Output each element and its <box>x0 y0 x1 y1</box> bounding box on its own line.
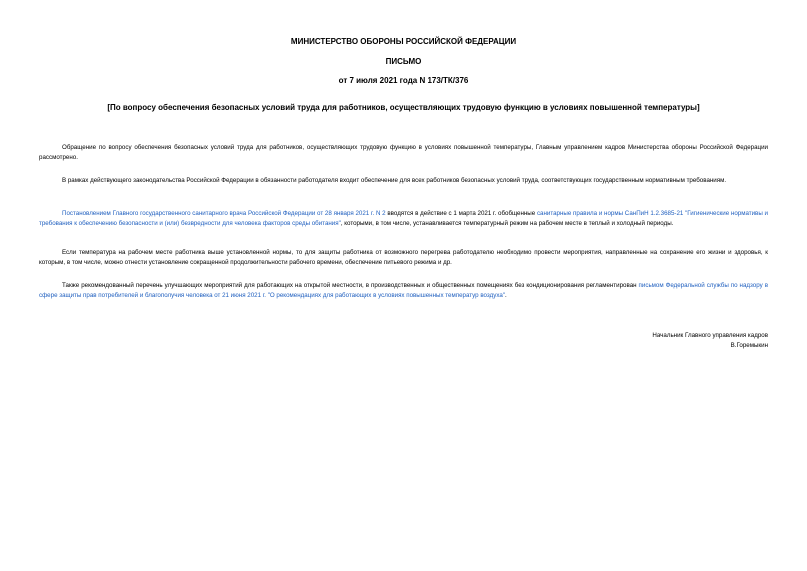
document-date-number: от 7 июля 2021 года N 173/ТК/376 <box>338 76 469 85</box>
document-type: ПИСЬМО <box>385 57 422 66</box>
paragraph-3 <box>39 209 768 229</box>
resolution-link[interactable]: Постановлением Главного государственного санитарного врача Российской Федерации от 28 января 2021 г. N 2 <box>62 210 386 217</box>
paragraph-1: Обращение по вопросу обеспечения безопасных условий труда для работников, осуществляющих трудовую функцию в условиях повышенной температуры, Главным управлением кадров Министерства обороны Российской Федерации рассмотрено. <box>39 144 768 161</box>
rospotrebnadzor-letter-link[interactable]: письмом Федеральной службы по надзору в сфере защиты прав потребителей и благополучия человека от 21 июня 2021 г. "О рекомендациях для работающих в условиях повышенных температур воздуха" <box>39 282 768 299</box>
paragraph-4: Если температура на рабочем месте работника выше установленной нормы, то для защиты работника от возможного перегрева работодателю необходимо провести мероприятия, направленные на сохранение его жизни и здоровья, к которым, в том числе, можно отнести установление сокращенной продолжительности рабочего времени, обеспечение питьевого режима и др. <box>39 249 768 266</box>
sanpin-link[interactable]: санитарные правила и нормы СанПиН 1.2.3685-21 "Гигиенические нормативы и требования к обеспечению безопасности и (или) безвредности для человека факторов среды обитания" <box>39 210 768 227</box>
signatory-name: В.Горемыкин <box>730 342 768 349</box>
paragraph-3-text-1: вводятся в действие с 1 марта 2021 г. обобщенные <box>385 210 537 217</box>
paragraph-5 <box>39 281 768 301</box>
signatory-position: Начальник Главного управления кадров <box>652 332 768 339</box>
paragraph-5-text-2: . <box>505 292 507 299</box>
paragraph-2: В рамках действующего законодательства Российской Федерации в обязанности работодателя входит обеспечение для всех работников безопасных условий труда, соответствующих государственным нормативным требованиям. <box>62 177 727 184</box>
paragraph-5-text-1: Также рекомендованный перечень улучшающих мероприятий для работающих на открытой местности, в производственных и общественных помещениях без кондиционирования регламентирован <box>62 282 639 289</box>
paragraph-3-text-2: , которыми, в том числе, устанавливается температурный режим на рабочем месте в теплый и холодный периоды. <box>340 220 674 227</box>
ministry-heading: МИНИСТЕРСТВО ОБОРОНЫ РОССИЙСКОЙ ФЕДЕРАЦИИ <box>290 37 517 46</box>
document-subject: [По вопросу обеспечения безопасных условий труда для работников, осуществляющих трудовую функцию в условиях повышенной температуры] <box>107 103 700 112</box>
